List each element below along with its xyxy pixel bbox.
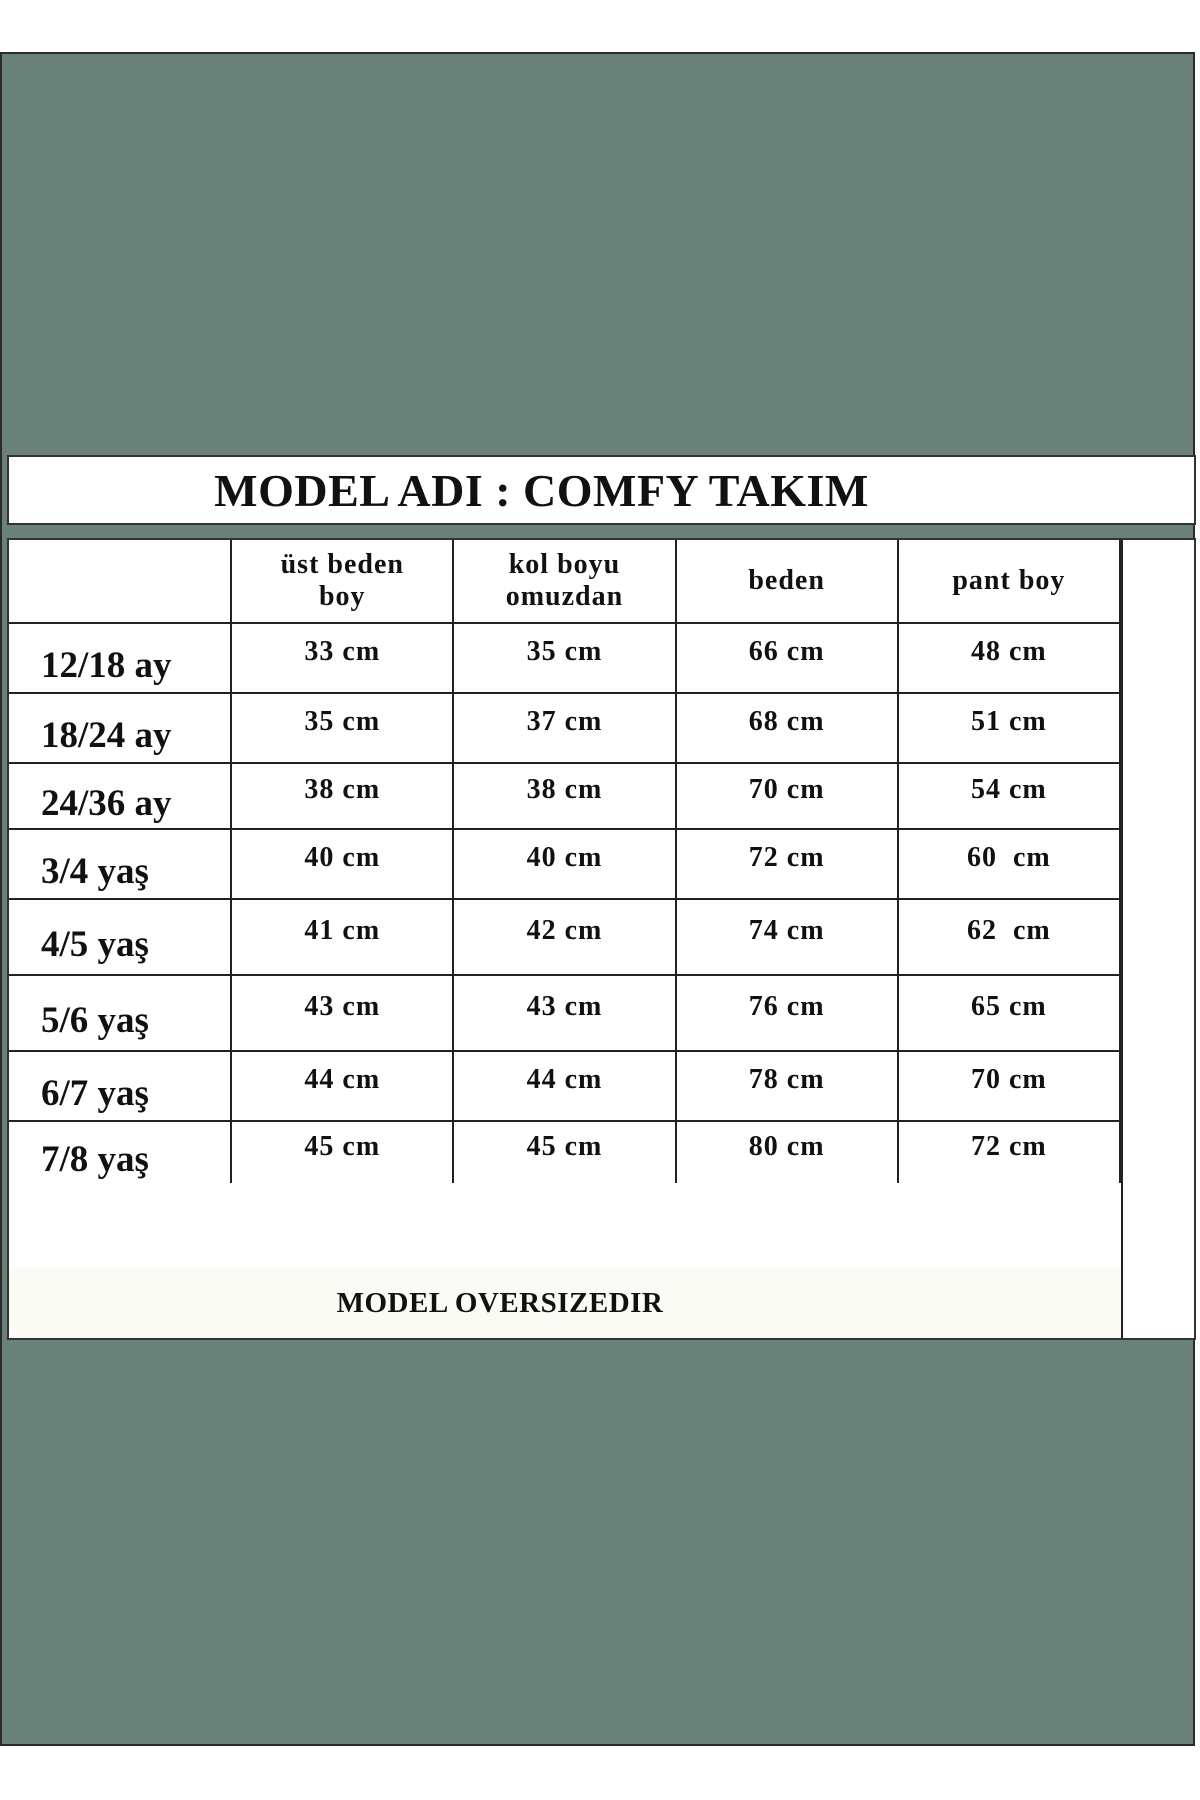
table-row	[9, 1051, 1120, 1121]
measurement-cell: 41 cm	[231, 899, 453, 975]
table-row	[9, 1121, 1120, 1183]
measurement-cell: 43 cm	[231, 975, 453, 1051]
measurement-cell: 70 cm	[898, 1051, 1120, 1121]
measurement-cell: 43 cm	[453, 975, 675, 1051]
measurement-cell: 35 cm	[231, 693, 453, 763]
measurement-cell: 76 cm	[676, 975, 898, 1051]
size-label: 18/24 ay	[9, 693, 231, 763]
measurement-cell: 65 cm	[898, 975, 1120, 1051]
size-rows	[9, 623, 1120, 1183]
measurement-cell: 80 cm	[676, 1121, 898, 1183]
measurement-cell: 40 cm	[231, 829, 453, 899]
column-header: beden	[676, 540, 898, 623]
page-title: MODEL ADI : COMFY TAKIM	[214, 464, 869, 516]
column-header: pant boy	[898, 540, 1120, 623]
size-label: 4/5 yaş	[9, 899, 231, 975]
measurement-cell: 72 cm	[898, 1121, 1120, 1183]
measurement-cell: 74 cm	[676, 899, 898, 975]
measurement-cell: 44 cm	[231, 1051, 453, 1121]
size-label: 24/36 ay	[9, 763, 231, 829]
table-row	[9, 829, 1120, 899]
measurement-cell: 48 cm	[898, 623, 1120, 693]
measurement-cell: 38 cm	[231, 763, 453, 829]
measurement-cell: 78 cm	[676, 1051, 898, 1121]
size-label: 3/4 yaş	[9, 829, 231, 899]
measurement-cell: 54 cm	[898, 763, 1120, 829]
column-header: kol boyu omuzdan	[453, 540, 675, 623]
size-label: 7/8 yaş	[9, 1121, 231, 1183]
header-corner	[9, 540, 231, 623]
footer-row	[9, 1268, 1121, 1338]
table-row	[9, 899, 1120, 975]
size-label: 5/6 yaş	[9, 975, 231, 1051]
size-chart	[7, 538, 1196, 1340]
size-label: 12/18 ay	[9, 623, 231, 693]
title-box	[7, 455, 1196, 525]
table-row	[9, 693, 1120, 763]
measurement-cell: 35 cm	[453, 623, 675, 693]
measurement-cell: 70 cm	[676, 763, 898, 829]
footer-note: MODEL OVERSIZEDIR	[336, 1286, 664, 1319]
measurement-cell: 60 cm	[898, 829, 1120, 899]
measurement-cell: 42 cm	[453, 899, 675, 975]
measurement-cell: 44 cm	[453, 1051, 675, 1121]
size-table	[9, 540, 1121, 1183]
header-row	[9, 540, 1120, 623]
measurement-cell: 45 cm	[453, 1121, 675, 1183]
measurement-cell: 33 cm	[231, 623, 453, 693]
column-header: üst beden boy	[231, 540, 453, 623]
measurement-cell: 72 cm	[676, 829, 898, 899]
measurement-cell: 45 cm	[231, 1121, 453, 1183]
measurement-cell: 51 cm	[898, 693, 1120, 763]
measurement-cell: 62 cm	[898, 899, 1120, 975]
measurement-cell: 68 cm	[676, 693, 898, 763]
measurement-cell: 66 cm	[676, 623, 898, 693]
measurement-cell: 37 cm	[453, 693, 675, 763]
table-row	[9, 763, 1120, 829]
size-label: 6/7 yaş	[9, 1051, 231, 1121]
table-row	[9, 975, 1120, 1051]
table-right-border	[1121, 540, 1123, 1338]
table-row	[9, 623, 1120, 693]
measurement-cell: 38 cm	[453, 763, 675, 829]
measurement-cell: 40 cm	[453, 829, 675, 899]
